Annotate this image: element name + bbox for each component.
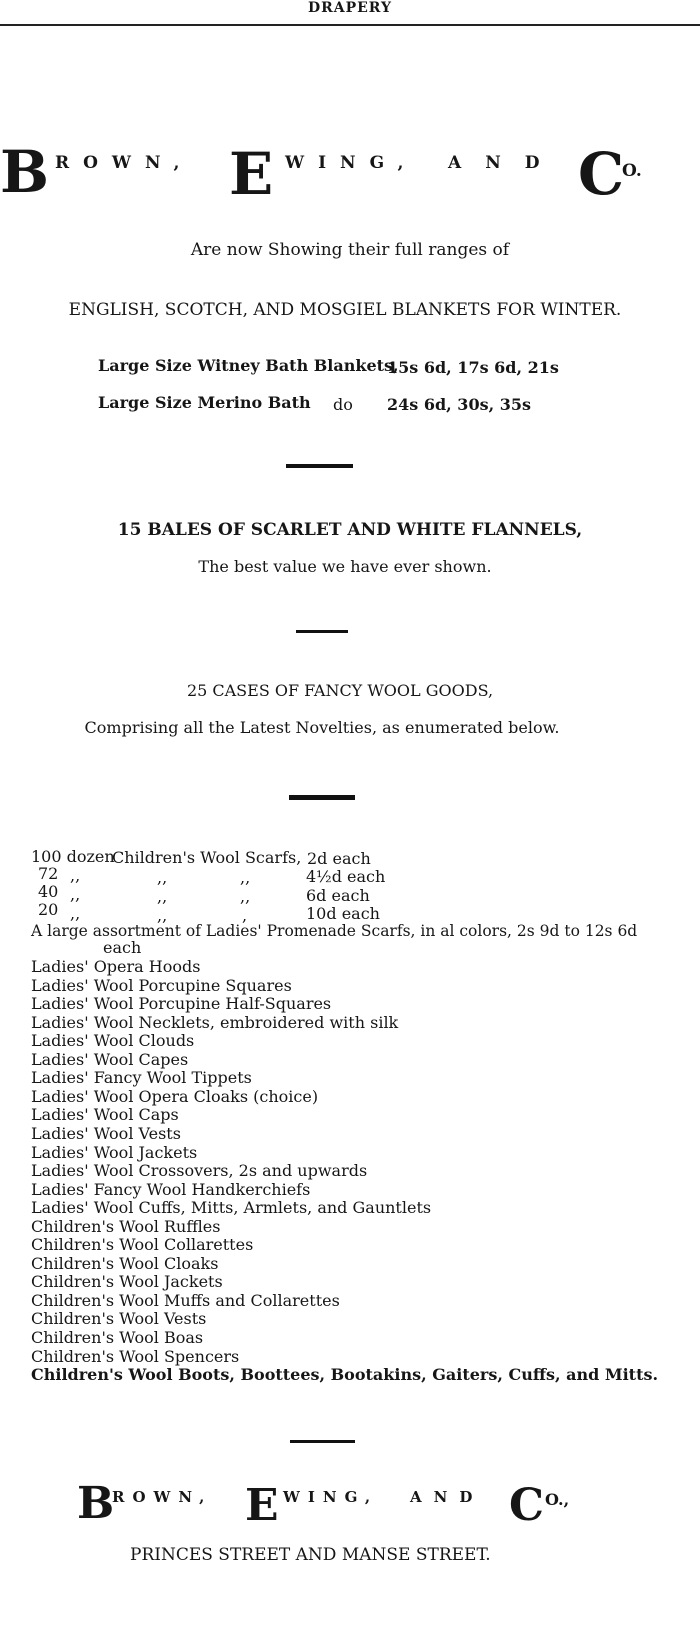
ditto-mark: ,, [157, 868, 168, 887]
blanket-2-ditto: do [333, 395, 353, 414]
divider-2 [296, 630, 348, 633]
blanket-2-name: Large Size Merino Bath [98, 393, 311, 412]
list-item: Ladies' Wool Porcupine Squares [31, 975, 292, 995]
list-item: Ladies' Wool Capes [31, 1049, 189, 1069]
footer-address: PRINCES STREET AND MANSE STREET. [130, 1545, 491, 1565]
scarf-qty: 20 [38, 900, 59, 919]
list-item: Ladies' Wool Clouds [31, 1031, 195, 1051]
footer-e: E [245, 1480, 279, 1531]
list-item: Ladies' Wool Jackets [31, 1142, 198, 1162]
ditto-mark: ,, [70, 866, 81, 885]
ditto-mark: ,, [240, 887, 251, 906]
scarf-qty: 72 [38, 864, 59, 883]
top-rule [0, 24, 700, 26]
ditto-mark: ,, [157, 887, 168, 906]
list-item: Children's Wool Vests [31, 1309, 207, 1329]
title-e: E [229, 140, 274, 208]
title-wing: WING, [285, 153, 418, 173]
blankets-heading: ENGLISH, SCOTCH, AND MOSGIEL BLANKETS FOR WINTER. [68, 300, 622, 320]
title-and: AND [448, 153, 564, 173]
scarf-price: 6d each [306, 886, 370, 905]
flannels-heading: 15 BALES OF SCARLET AND WHITE FLANNELS, [117, 520, 583, 540]
ditto-mark: ,, [240, 868, 251, 887]
divider-4 [290, 1440, 355, 1443]
ditto-mark: ,, [157, 906, 168, 925]
list-item: Children's Wool Cloaks [31, 1253, 219, 1273]
footer-o: O., [545, 1490, 570, 1509]
list-item: Ladies' Wool Porcupine Half-Squares [31, 994, 332, 1014]
list-item: Ladies' Fancy Wool Tippets [31, 1068, 252, 1088]
ditto-mark: ,, [70, 904, 81, 923]
fancy-subtext: Comprising all the Latest Novelties, as enumerated below. [84, 718, 560, 737]
blanket-1-prices: 15s 6d, 17s 6d, 21s [387, 358, 559, 377]
divider-3 [289, 795, 355, 800]
scarf-price: 10d each [306, 904, 380, 923]
list-item: Ladies' Wool Crossovers, 2s and upwards [31, 1161, 368, 1181]
scarf-desc: Children's Wool Scarfs, [112, 848, 302, 867]
intro-text: Are now Showing their full ranges of [190, 240, 510, 260]
scarf-qty: 40 [38, 882, 59, 901]
list-item: Ladies' Fancy Wool Handkerchiefs [31, 1179, 311, 1199]
list-item: Children's Wool Boots, Boottees, Bootakins, Gaiters, Cuffs, and Mitts. [31, 1365, 659, 1385]
title-rown: ROWN, [55, 153, 194, 173]
ditto-mark: ,, [70, 885, 81, 904]
list-item: Ladies' Wool Vests [31, 1123, 181, 1143]
divider-1 [286, 464, 353, 468]
list-item: Children's Wool Muffs and Collarettes [31, 1290, 340, 1310]
footer-c: C [509, 1480, 545, 1531]
section-heading: DRAPERY [307, 0, 393, 16]
footer-wing: WING, [283, 1488, 379, 1506]
footer-and: AND [410, 1488, 485, 1506]
list-item: Children's Wool Jackets [31, 1272, 223, 1292]
list-item: Ladies' Wool Necklets, embroidered with silk [31, 1012, 399, 1032]
title-o: O. [622, 161, 642, 181]
list-item: Ladies' Wool Opera Cloaks (choice) [31, 1086, 319, 1106]
blanket-2-prices: 24s 6d, 30s, 35s [387, 395, 531, 414]
assortment-line: A large assortment of Ladies' Promenade Scarfs, in al colors, 2s 9d to 12s 6d [31, 922, 638, 940]
list-item: Children's Wool Spencers [31, 1346, 240, 1366]
list-item: Children's Wool Ruffles [31, 1216, 221, 1236]
scarf-price: 2d each [307, 849, 371, 868]
blanket-1-name: Large Size Witney Bath Blankets, [98, 356, 399, 375]
ditto-mark: , [242, 906, 248, 925]
list-item: Children's Wool Collarettes [31, 1235, 254, 1255]
list-item: Ladies' Opera Hoods [31, 957, 201, 976]
list-item: Ladies' Wool Caps [31, 1105, 179, 1125]
assortment-line-cont: each [103, 938, 142, 957]
footer-b: B [77, 1478, 115, 1529]
scarf-price: 4½d each [306, 867, 386, 886]
scarf-qty: 100 dozen [31, 847, 115, 866]
title-c: C [578, 140, 625, 208]
list-item: Ladies' Wool Cuffs, Mitts, Armlets, and Gauntlets [31, 1198, 432, 1218]
footer-rown: ROWN, [112, 1488, 213, 1506]
flannels-subtext: The best value we have ever shown. [198, 557, 492, 576]
list-item: Children's Wool Boas [31, 1328, 204, 1347]
title-b: B [0, 138, 50, 206]
fancy-heading: 25 CASES OF FANCY WOOL GOODS, [186, 681, 494, 700]
